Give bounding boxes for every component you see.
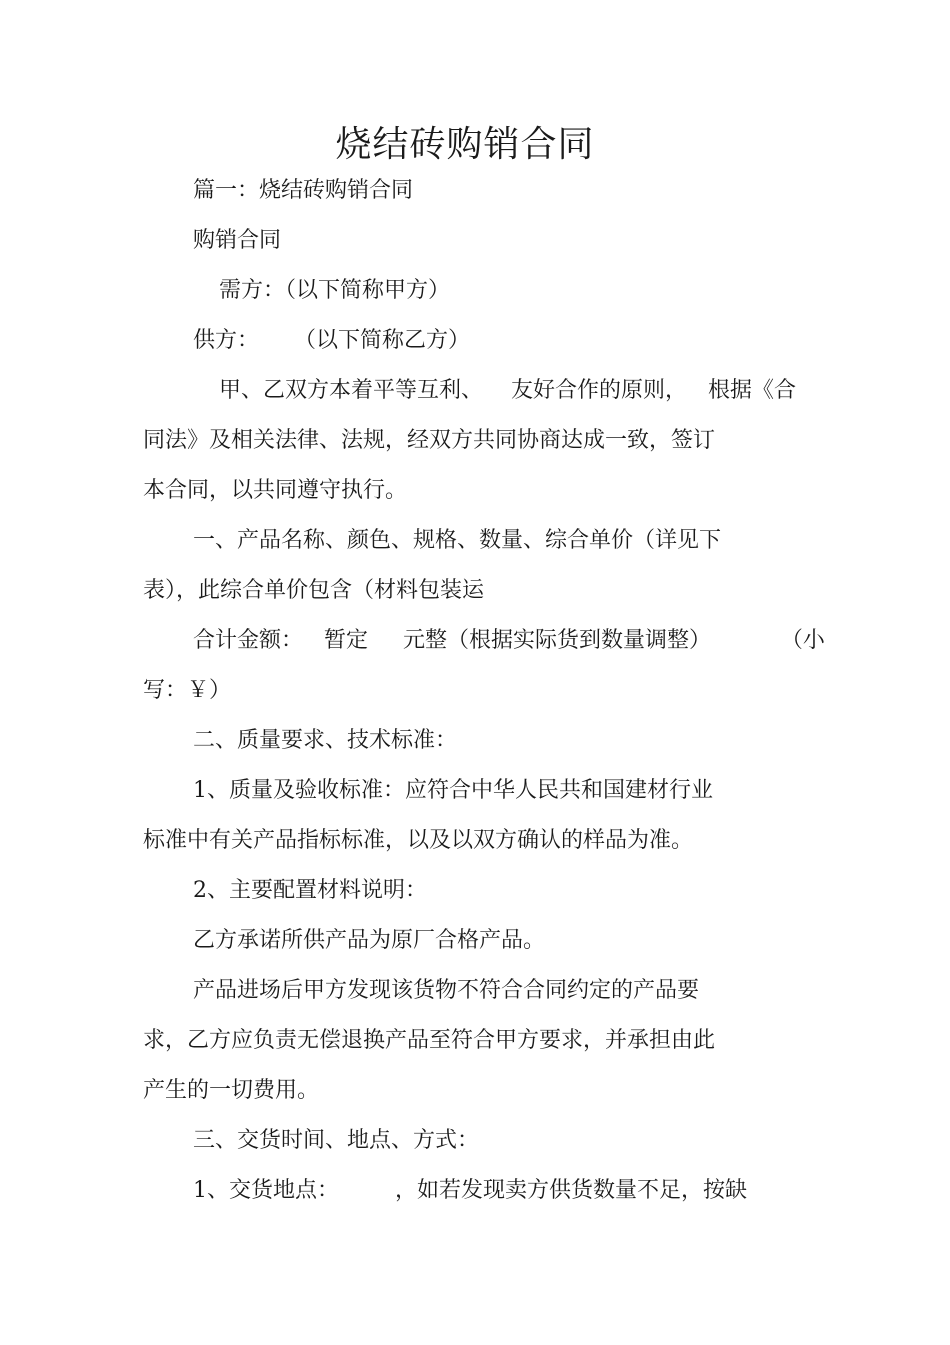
preamble-line-3: 本合同，以共同遵守执行。 bbox=[143, 478, 408, 503]
article-3-heading: 三、交货时间、地点、方式： bbox=[193, 1128, 480, 1153]
document-title: 烧结砖购销合同 bbox=[335, 124, 595, 165]
quality-standard-line-1: 1、质量及验收标准：应符合中华人民共和国建材行业 bbox=[193, 778, 713, 803]
nonconformity-line-1: 产品进场后甲方发现该货物不符合合同约定的产品要 bbox=[193, 978, 700, 1003]
article-1-heading-line-1: 一、产品名称、颜色、规格、数量、综合单价（详见下 bbox=[193, 528, 722, 553]
section-heading-part-one: 篇一：烧结砖购销合同 bbox=[193, 178, 414, 203]
materials-heading: 2、主要配置材料说明： bbox=[193, 878, 427, 903]
article-2-heading: 二、质量要求、技术标准： bbox=[193, 728, 458, 753]
contract-subtitle: 购销合同 bbox=[193, 228, 282, 253]
supplier-guarantee: 乙方承诺所供产品为原厂合格产品。 bbox=[193, 928, 546, 953]
nonconformity-line-2: 求，乙方应负责无偿退换产品至符合甲方要求，并承担由此 bbox=[143, 1028, 716, 1053]
total-amount-line-2: 写：￥） bbox=[143, 678, 232, 703]
supplier-party-line: 供方： （以下简称乙方） bbox=[193, 328, 470, 353]
buyer-party-line: 需方：（以下简称甲方） bbox=[219, 278, 451, 303]
article-1-heading-line-2: 表），此综合单价包含（材料包装运 bbox=[143, 578, 485, 603]
delivery-location-line: 1、交货地点： ，如若发现卖方供货数量不足，按缺 bbox=[193, 1178, 747, 1203]
preamble-line-2: 同法》及相关法律、法规，经双方共同协商达成一致，签订 bbox=[143, 428, 716, 453]
nonconformity-line-3: 产生的一切费用。 bbox=[143, 1078, 320, 1103]
total-amount-line-1: 合计金额： 暂定 元整（根据实际货到数量调整） （小 bbox=[193, 628, 825, 653]
preamble-line-1: 甲、乙双方本着平等互利、 友好合作的原则， 根据《合 bbox=[219, 378, 796, 403]
quality-standard-line-2: 标准中有关产品指标标准，以及以双方确认的样品为准。 bbox=[143, 828, 694, 853]
